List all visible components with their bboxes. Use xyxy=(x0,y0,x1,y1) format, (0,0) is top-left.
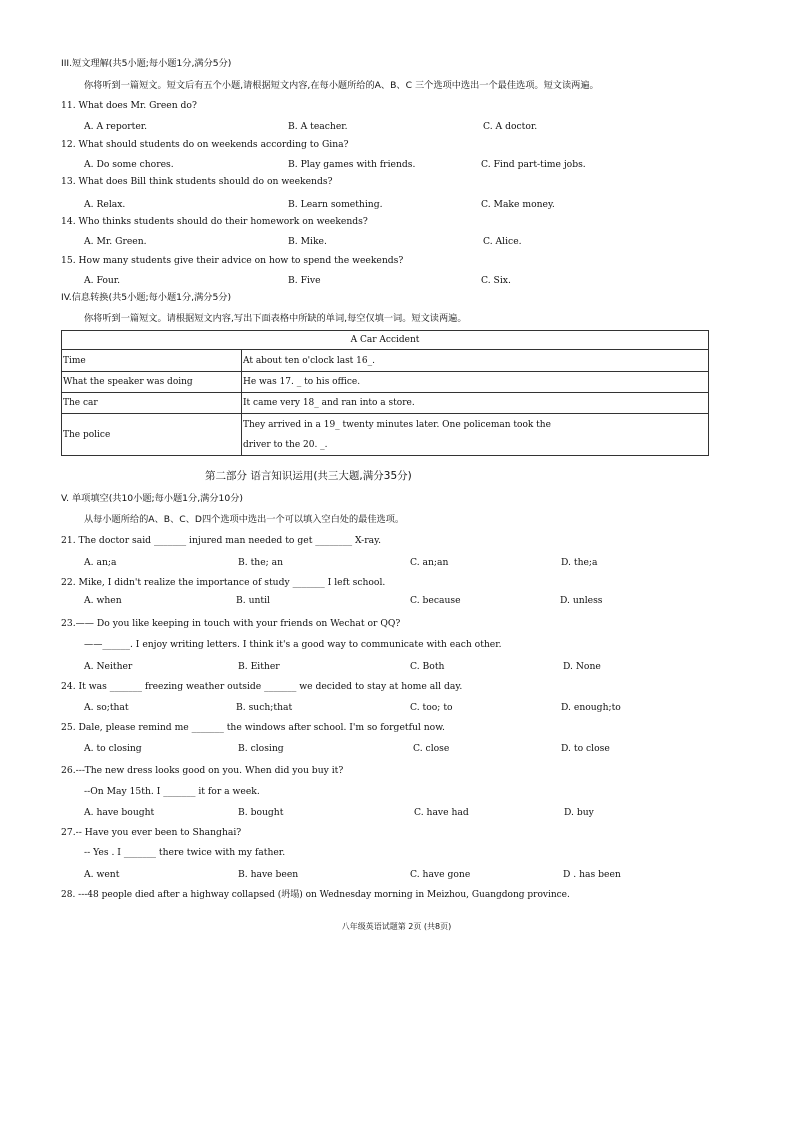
table-row xyxy=(62,393,709,414)
q25-option-b: B. closing xyxy=(238,743,284,754)
q22-option-d: D. unless xyxy=(560,595,603,606)
q23-option-b: B. Either xyxy=(238,661,280,672)
row-label: What the speaker was doing xyxy=(62,372,242,393)
q14-option-a: A. Mr. Green. xyxy=(84,236,147,247)
q26-option-d: D. buy xyxy=(564,807,594,818)
q24-option-a: A. so;that xyxy=(84,702,129,713)
q26-reply: --On May 15th. I _______ it for a week. xyxy=(84,786,260,797)
q22-option-a: A. when xyxy=(84,595,122,606)
car-accident-table xyxy=(61,330,709,456)
q15-stem: 15. How many students give their advice on how to spend the weekends? xyxy=(61,255,404,266)
q12-stem: 12. What should students do on weekends according to Gina? xyxy=(61,139,349,150)
q13-stem: 13. What does Bill think students should do on weekends? xyxy=(61,176,333,187)
q25-stem: 25. Dale, please remind me _______ the windows after school. I'm so forgetful now. xyxy=(61,722,445,733)
q22-stem: 22. Mike, I didn't realize the importance of study _______ I left school. xyxy=(61,577,386,588)
q27-option-d: D . has been xyxy=(563,869,621,880)
row-content-line2: driver to the 20. _. xyxy=(243,439,328,450)
q21-stem: 21. The doctor said _______ injured man needed to get ________ X-ray. xyxy=(61,535,382,546)
q23-option-d: D. None xyxy=(563,661,601,672)
part4-instruction: 你将听到一篇短文。请根据短文内容,写出下面表格中所缺的单词,每空仅填一词。短文读两遍。 xyxy=(84,313,467,324)
q21-option-a: A. an;a xyxy=(84,557,117,568)
q15-option-b: B. Five xyxy=(288,275,321,286)
part4-heading: IV.信息转换(共5小题;每小题1分,满分5分) xyxy=(61,292,232,303)
q11-stem: 11. What does Mr. Green do? xyxy=(61,100,197,111)
q15-option-a: A. Four. xyxy=(84,275,121,286)
q25-option-d: D. to close xyxy=(561,743,610,754)
q24-option-d: D. enough;to xyxy=(561,702,621,713)
q23-reply: ——______. I enjoy writing letters. I think it's a good way to communicate with each other. xyxy=(84,639,502,650)
q21-option-c: C. an;an xyxy=(410,557,449,568)
q13-option-c: C. Make money. xyxy=(481,199,555,210)
table-row xyxy=(62,350,709,372)
row-content: He was 17. _ to his office. xyxy=(242,372,709,393)
row-label: The car xyxy=(62,393,242,414)
q26-option-b: B. bought xyxy=(238,807,284,818)
q21-option-d: D. the;a xyxy=(561,557,598,568)
row-content: At about ten o'clock last 16_. xyxy=(242,350,709,372)
q22-option-b: B. until xyxy=(236,595,270,606)
q25-option-c: C. close xyxy=(413,743,450,754)
page-footer: 八年级英语试题第 2页 (共8页) xyxy=(341,922,452,931)
q11-option-c: C. A doctor. xyxy=(483,121,538,132)
q13-option-b: B. Learn something. xyxy=(288,199,383,210)
q27-stem: 27.-- Have you ever been to Shanghai? xyxy=(61,827,242,838)
row-content: It came very 18_ and ran into a store. xyxy=(242,393,709,414)
q22-option-c: C. because xyxy=(410,595,461,606)
q25-option-a: A. to closing xyxy=(84,743,142,754)
q23-stem: 23.—— Do you like keeping in touch with your friends on Wechat or QQ? xyxy=(61,618,401,629)
q24-option-c: C. too; to xyxy=(410,702,453,713)
q14-stem: 14. Who thinks students should do their homework on weekends? xyxy=(61,216,368,227)
q23-option-c: C. Both xyxy=(410,661,445,672)
q26-option-c: C. have had xyxy=(414,807,469,818)
part5-heading: V. 单项填空(共10小题;每小题1分,满分10分) xyxy=(61,493,243,504)
q12-option-b: B. Play games with friends. xyxy=(288,159,416,170)
q28-stem: 28. ---48 people died after a highway collapsed (坍塌) on Wednesday morning in Meizhou, Guangdong province. xyxy=(61,890,570,900)
part3-instruction: 你将听到一篇短文。短文后有五个小题,请根据短文内容,在每小题所给的A、B、C 三个选项中选出一个最佳选项。短文读两遍。 xyxy=(84,80,599,91)
q13-option-a: A. Relax. xyxy=(84,199,126,210)
table-row xyxy=(62,372,709,393)
table-row xyxy=(62,414,709,456)
q14-option-c: C. Alice. xyxy=(483,236,522,247)
q27-option-b: B. have been xyxy=(238,869,299,880)
q27-option-c: C. have gone xyxy=(410,869,471,880)
row-content-line1: They arrived in a 19_ twenty minutes later. One policeman took the xyxy=(243,419,551,430)
q26-stem: 26.---The new dress looks good on you. When did you buy it? xyxy=(61,765,344,776)
q24-stem: 24. It was _______ freezing weather outside _______ we decided to stay at home all day. xyxy=(61,681,463,692)
q14-option-b: B. Mike. xyxy=(288,236,327,247)
q11-option-a: A. A reporter. xyxy=(84,121,148,132)
part5-instruction: 从每小题所给的A、B、C、D四个选项中选出一个可以填入空白处的最佳选项。 xyxy=(84,514,405,525)
row-label: The police xyxy=(62,414,242,456)
q26-option-a: A. have bought xyxy=(84,807,155,818)
table-title: A Car Accident xyxy=(62,331,709,350)
q23-option-a: A. Neither xyxy=(84,661,133,672)
q12-option-c: C. Find part-time jobs. xyxy=(481,159,586,170)
row-label: Time xyxy=(62,350,242,372)
q12-option-a: A. Do some chores. xyxy=(84,159,174,170)
q21-option-b: B. the; an xyxy=(238,557,284,568)
q11-option-b: B. A teacher. xyxy=(288,121,348,132)
q24-option-b: B. such;that xyxy=(236,702,293,713)
q15-option-c: C. Six. xyxy=(481,275,511,286)
row-content xyxy=(242,414,709,456)
q27-reply: -- Yes . I _______ there twice with my father. xyxy=(84,847,286,858)
part2-title: 第二部分 语言知识运用(共三大题,满分35分) xyxy=(205,470,412,482)
part3-heading: III.短文理解(共5小题;每小题1分,满分5分) xyxy=(61,58,232,69)
q27-option-a: A. went xyxy=(84,869,120,880)
